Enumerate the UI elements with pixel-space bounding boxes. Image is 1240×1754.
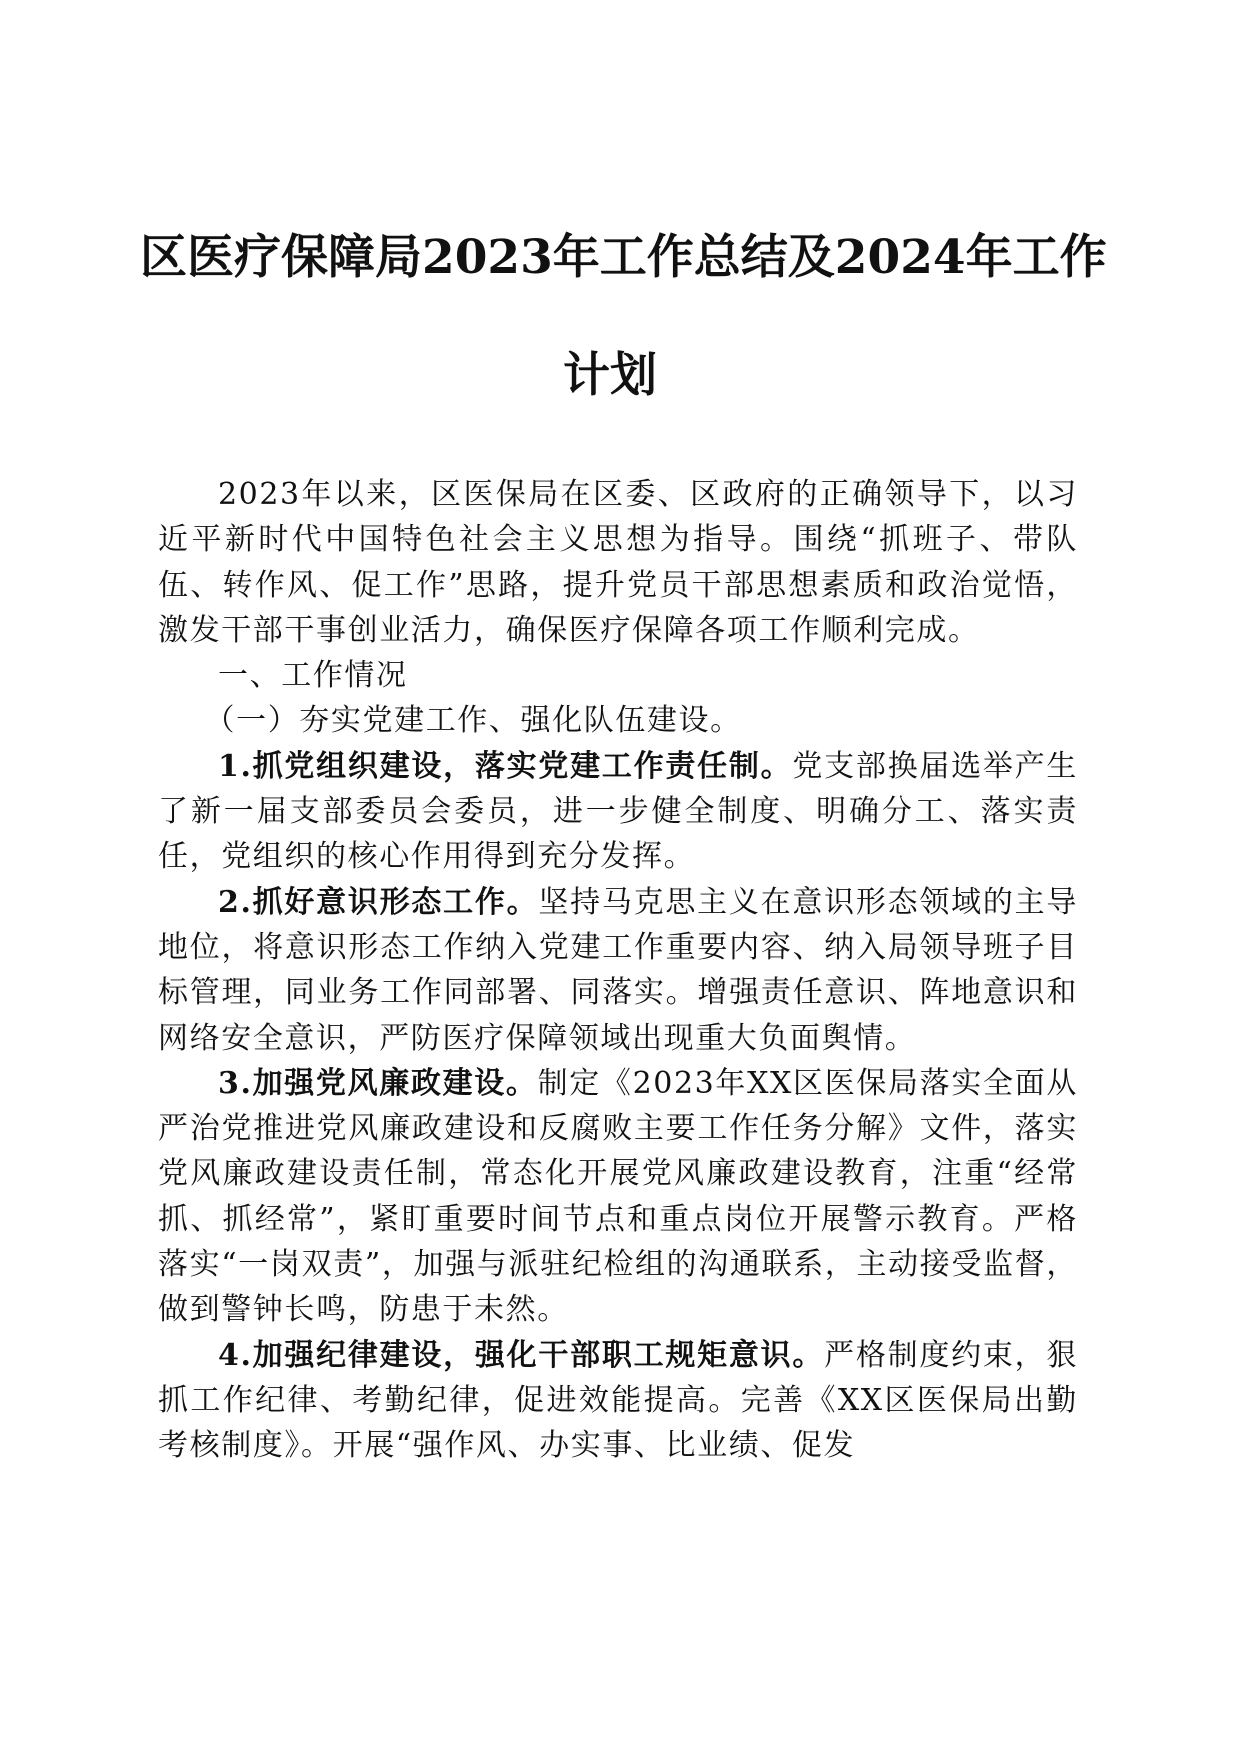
intro-paragraph: 2023年以来，区医保局在区委、区政府的正确领导下，以习近平新时代中国特色社会主义思想为指导。围绕“抓班子、带队伍、转作风、促工作”思路，提升党员干部思想素质和政治觉悟，激发干部干事创业活力，确保医疗保障各项工作顺利完成。	[158, 477, 1078, 648]
section-heading-work-status: 一、工作情况	[218, 658, 408, 694]
subsection-heading-party-building: （一）夯实党建工作、强化队伍建设。	[204, 703, 742, 739]
item-lead-4: 4.加强纪律建设，强化干部职工规矩意识。	[218, 1337, 825, 1373]
item-paragraph-3	[158, 1061, 1078, 1333]
document-title-line-2: 计划	[563, 348, 657, 403]
item-text-2: 坚持马克思主义在意识形态领域的主导地位，将意识形态工作纳入党建工作重要内容、纳入局领导班子目标管理，同业务工作同部署、同落实。增强责任意识、阵地意识和网络安全意识，严防医疗保障领域出现重大负面舆情。	[158, 884, 1079, 1056]
item-paragraph-2	[158, 880, 1078, 1061]
item-text-3: 制定《2023年XX区医保局落实全面从严治党推进党风廉政建设和反腐败主要工作任务分解》文件，落实党风廉政建设责任制，常态化开展党风廉政建设教育，注重“经常抓、抓经常”，紧盯重要时间节点和重点岗位开展警示教育。严格落实“一岗双责”，加强与派驻纪检组的沟通联系，主动接受监督，做到警钟长鸣，防患于未然。	[158, 1065, 1078, 1328]
item-lead-1: 1.抓党组织建设，落实党建工作责任制。	[218, 748, 793, 784]
document-body	[158, 472, 1078, 1469]
item-paragraph-1	[158, 744, 1078, 880]
item-lead-3: 3.加强党风廉政建设。	[218, 1065, 538, 1101]
item-lead-2: 2.抓好意识形态工作。	[218, 884, 539, 920]
item-text-1: 党支部换届选举产生了新一届支部委员会委员，进一步健全制度、明确分工、落实责任，党组织的核心作用得到充分发挥。	[158, 748, 1078, 875]
item-text-4: 严格制度约束，狠抓工作纪律、考勤纪律，促进效能提高。完善《XX区医保局出勤考核制度》。开展“强作风、办实事、比业绩、促发	[158, 1337, 1078, 1464]
document-title-line-1: 区医疗保障局2023年工作总结及2024年工作	[140, 230, 1107, 285]
item-paragraph-4	[158, 1333, 1078, 1469]
